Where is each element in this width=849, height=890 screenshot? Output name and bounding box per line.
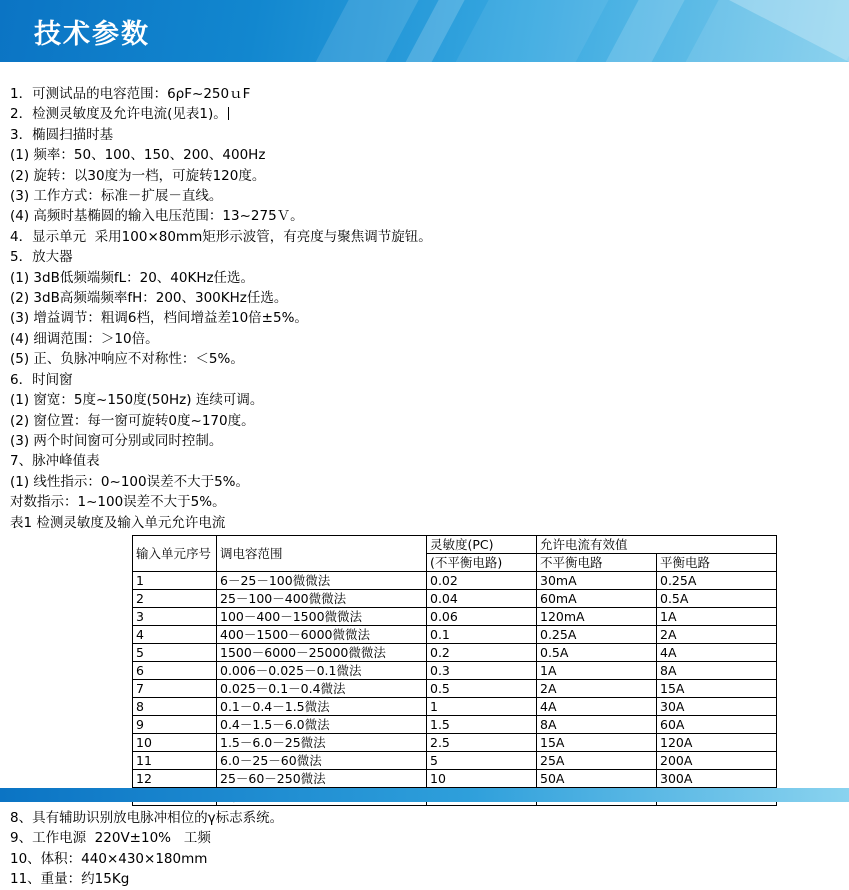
table-cell: 0.025－0.1－0.4微法 [217,679,427,697]
table-row [133,625,777,643]
table-cell: 15A [657,679,777,697]
text-cursor [228,107,229,120]
table-cell: 11 [133,751,217,769]
spec-tail-line: 9、工作电源 220V±10% 工频 [10,830,211,847]
table-cell: 1A [657,607,777,625]
table-cell: 0.1－0.4－1.5微法 [217,697,427,715]
banner-streak-4 [591,0,695,62]
table-cell: 6－25－100微微法 [217,571,427,589]
table-cell: 1A [537,661,657,679]
table-cell: 0.06 [427,607,537,625]
table-cell: 1 [427,697,537,715]
table-cell: 0.25A [537,625,657,643]
spec-tail-list [6,806,843,890]
table-row [133,589,777,607]
spec-line: 1．可测试品的电容范围：6ρF~250ｕF [10,86,251,102]
spec-line: (1) 窗宽：5度~150度(50Hz) 连续可调。 [10,392,264,409]
table-cell: 60mA [537,589,657,607]
table-row [133,679,777,697]
table-cell: 12 [133,769,217,787]
table-row [133,751,777,769]
table-cell: 8 [133,697,217,715]
table-row [133,769,777,787]
spec-line: (2) 旋转：以30度为一档，可旋转120度。 [10,167,266,184]
table-row [133,697,777,715]
table-cell: 15A [537,733,657,751]
banner-streak-3 [441,0,619,62]
spec-line: (5) 正、负脉冲响应不对称性：＜5%。 [10,351,244,368]
table-header-row-top [133,535,777,553]
table-cell: 2 [133,589,217,607]
spec-line: 2．检测灵敏度及允许电流(见表1)。 [10,106,227,123]
table-cell: 6 [133,661,217,679]
table-cell: 120A [657,733,777,751]
table-cell: 1.5－6.0－25微法 [217,733,427,751]
page-header-banner [0,0,849,62]
table-cell: 0.3 [427,661,537,679]
table-cell: 0.5A [537,643,657,661]
table-cell: 4A [657,643,777,661]
table-row [133,733,777,751]
table-cell: 5 [427,751,537,769]
spec-line: (2) 窗位置：每一窗可旋转0度~170度。 [10,412,255,429]
spec-line: (4) 细调范围：＞10倍。 [10,330,159,347]
table-cell: 50A [537,769,657,787]
table-cell: 1500－6000－25000微微法 [217,643,427,661]
spec-line: 6．时间窗 [10,371,73,388]
table-row [133,643,777,661]
table-header-cell: 调电容范围 [217,535,427,571]
table-cell: 0.2 [427,643,537,661]
spec-line: (1) 3dB低频端频fL：20、40KHz任选。 [10,269,255,286]
spec-tail-line: 8、具有辅助识别放电脉冲相位的γ标志系统。 [10,809,284,826]
table-cell: 25－60－250微法 [217,769,427,787]
table-cell: 10 [133,733,217,751]
table-cell: 120mA [537,607,657,625]
table-cell: 6.0－25－60微法 [217,751,427,769]
spec-body [0,62,849,890]
spec-line: (2) 3dB高频端频率fH：200、300KHz任选。 [10,290,288,307]
spec-line: 7、脉冲峰值表 [10,453,100,470]
table-cell: 2A [537,679,657,697]
table-cell: 60A [657,715,777,733]
table-cell: 0.25A [657,571,777,589]
table-cell: 100－400－1500微微法 [217,607,427,625]
table-cell: 8A [657,661,777,679]
spec-tail-line: 11、重量：约15Kg [10,871,130,888]
spec-line: (4) 高频时基椭圆的输入电压范围：13~275Ｖ。 [10,208,304,225]
table-row [133,607,777,625]
spec-line: (1) 线性指示：0~100误差不大于5%。 [10,473,249,490]
spec-line: 对数指示：1~100误差不大于5%。 [10,494,226,511]
table-cell: 30A [657,697,777,715]
page-title: 技术参数 [34,19,150,50]
table-cell: 0.006－0.025－0.1微法 [217,661,427,679]
table-cell: 25A [537,751,657,769]
table-header-cell: 允许电流有效值 [537,535,777,553]
table-caption: 表1 检测灵敏度及输入单元允许电流 [10,514,226,531]
table-cell: 3 [133,607,217,625]
table-cell: 200A [657,751,777,769]
sensitivity-current-table [132,535,777,806]
table-cell: 5 [133,643,217,661]
spec-tail-line: 10、体积：440×430×180mm [10,850,208,867]
table-cell: 4 [133,625,217,643]
table-header-cell: 输入单元序号 [133,535,217,571]
table-header-cell: 平衡电路 [657,553,777,571]
table-header-cell: 不平衡电路 [537,553,657,571]
spec-line: 4．显示单元 采用100×80mm矩形示波管，有亮度与聚焦调节旋钮。 [10,228,432,245]
table-body [133,571,777,805]
spec-line: 5．放大器 [10,249,73,266]
table-cell: 10 [427,769,537,787]
table-cell: 2.5 [427,733,537,751]
spec-line: (3) 工作方式：标准－扩展－直线。 [10,188,223,205]
table-cell: 8A [537,715,657,733]
table-cell: 0.1 [427,625,537,643]
table-cell: 1 [133,571,217,589]
table-cell: 0.04 [427,589,537,607]
table-cell: 0.5 [427,679,537,697]
page-footer-bar [0,788,849,802]
spec-line: (1) 频率：50、100、150、200、400Hz [10,147,266,164]
table-cell: 400－1500－6000微微法 [217,625,427,643]
table-cell: 9 [133,715,217,733]
table-cell: 30mA [537,571,657,589]
table-cell: 0.5A [657,589,777,607]
banner-corner-accent [729,0,849,62]
table-cell: 25－100－400微微法 [217,589,427,607]
table-cell: 300A [657,769,777,787]
table-header-cell: (不平衡电路) [427,553,537,571]
table-header-cell: 灵敏度(PC) [427,535,537,553]
table-cell: 2A [657,625,777,643]
table-cell: 7 [133,679,217,697]
table-cell: 0.4－1.5－6.0微法 [217,715,427,733]
spec-paragraph-list [6,84,843,513]
spec-line: 3．椭圆扫描时基 [10,126,114,143]
table-row [133,715,777,733]
table-row [133,661,777,679]
spec-line: (3) 增益调节：粗调6档，档间增益差10倍±5%。 [10,310,308,327]
spec-line: (3) 两个时间窗可分别或同时控制。 [10,432,223,449]
table-cell: 1.5 [427,715,537,733]
table-row [133,571,777,589]
table-cell: 0.02 [427,571,537,589]
table-cell: 4A [537,697,657,715]
